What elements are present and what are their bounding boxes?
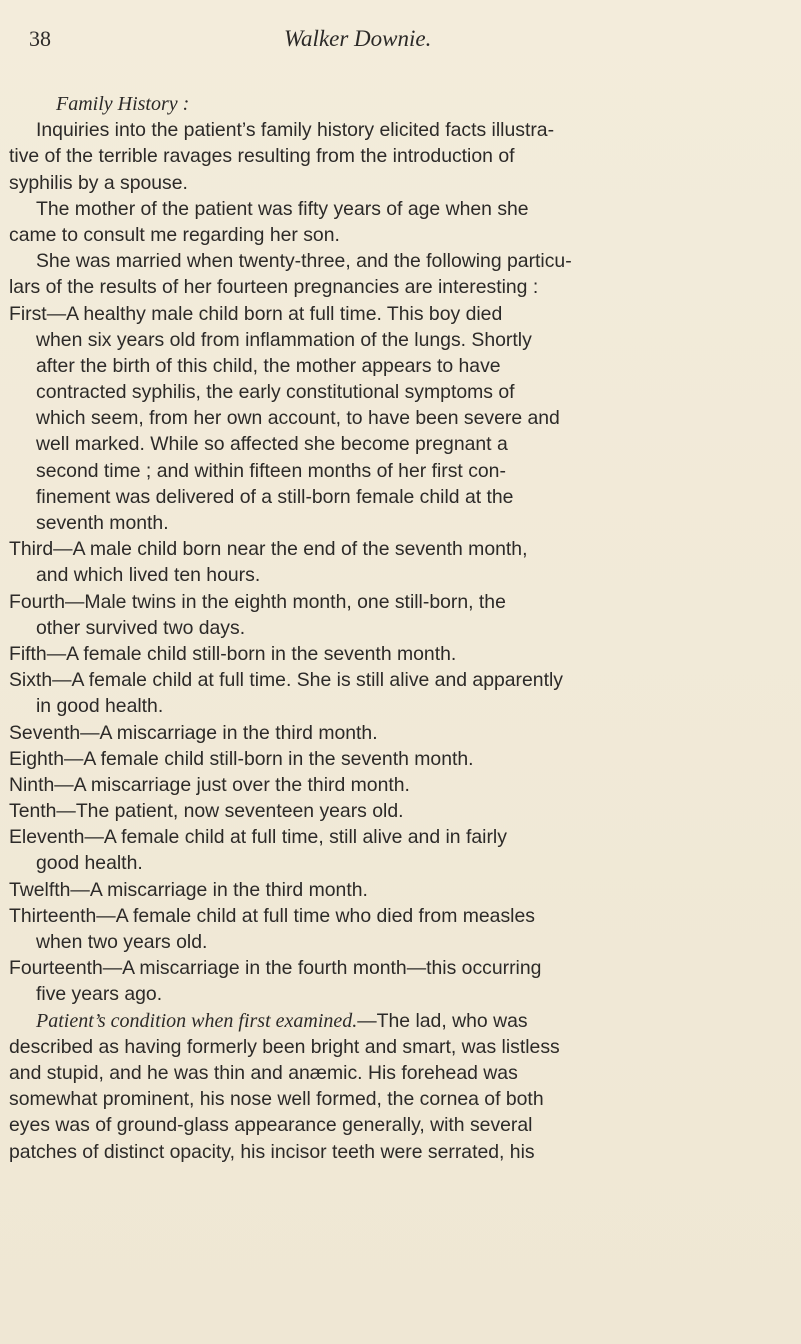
- text-line: came to consult me regarding her son.: [9, 223, 340, 246]
- text-line: lars of the results of her fourteen pregnancies are interesting :: [9, 276, 539, 299]
- text-run: —The lad, who was: [357, 1009, 528, 1032]
- text-line: Ninth—A miscarriage just over the third month.: [9, 773, 410, 796]
- patient-condition-paragraph: [9, 1008, 746, 1165]
- text-line: second time ; and within fifteen months of her first con-: [36, 459, 506, 482]
- pregnancy-item: [9, 746, 746, 772]
- text-line: which seem, from her own account, to have been severe and: [36, 407, 560, 430]
- pregnancy-item: [9, 955, 746, 1007]
- intro-paragraph: [9, 117, 746, 196]
- running-head: Walker Downie.: [284, 26, 432, 51]
- text-line: Sixth—A female child at full time. She is still alive and apparently: [9, 669, 563, 692]
- text-line: eyes was of ground-glass appearance generally, with several: [9, 1114, 533, 1137]
- pregnancy-item: [9, 772, 746, 798]
- text-line: and stupid, and he was thin and anæmic. His forehead was: [9, 1061, 518, 1084]
- pregnancy-item: [9, 641, 746, 667]
- text-line: [36, 1008, 746, 1034]
- text-line: good health.: [36, 852, 143, 875]
- text-line: finement was delivered of a still-born female child at the: [36, 485, 514, 508]
- page-number: 38: [29, 26, 51, 51]
- text-line: Thirteenth—A female child at full time who died from measles: [9, 904, 535, 927]
- mother-paragraph: [9, 196, 746, 248]
- text-line: other survived two days.: [36, 616, 246, 639]
- text-line: Third—A male child born near the end of the seventh month,: [9, 538, 528, 561]
- text-line: She was married when twenty-three, and the following particu-: [36, 250, 572, 273]
- pregnancy-item: [9, 824, 746, 876]
- text-line: somewhat prominent, his nose well formed, the cornea of both: [9, 1088, 544, 1111]
- section-heading-patient-condition: Patient’s condition when first examined.: [36, 1009, 358, 1032]
- text-line: Twelfth—A miscarriage in the third month.: [9, 878, 368, 901]
- pregnancy-item: [9, 589, 746, 641]
- text-line: when two years old.: [36, 931, 208, 953]
- married-paragraph: [9, 248, 746, 300]
- pregnancy-item: [9, 536, 746, 588]
- text-line: First—A healthy male child born at full time. This boy died: [9, 302, 503, 325]
- pregnancy-item: [9, 301, 746, 537]
- pregnancy-item: [9, 667, 746, 719]
- section-heading-family-history: Family History :: [56, 93, 190, 115]
- pregnancy-item: [9, 903, 746, 955]
- text-line: in good health.: [36, 695, 164, 718]
- text-line: Fifth—A female child still-born in the seventh month.: [9, 642, 457, 665]
- text-line: after the birth of this child, the mother appears to have: [36, 354, 501, 377]
- text-line: Fourteenth—A miscarriage in the fourth month—this occurring: [9, 957, 542, 980]
- text-line: tive of the terrible ravages resulting from the introduction of: [9, 145, 515, 168]
- pregnancy-item: [9, 877, 746, 903]
- text-line: Tenth—The patient, now seventeen years old.: [9, 800, 404, 823]
- pregnancy-list: [9, 301, 746, 1008]
- text-line: seventh month.: [36, 512, 169, 534]
- text-line: and which lived ten hours.: [36, 564, 261, 587]
- text-line: five years ago.: [36, 983, 163, 1006]
- text-line: patches of distinct opacity, his incisor teeth were serrated, his: [9, 1140, 535, 1163]
- text-line: when six years old from inflammation of the lungs. Shortly: [36, 328, 532, 351]
- text-line: Eighth—A female child still-born in the seventh month.: [9, 747, 474, 770]
- pregnancy-item: [9, 720, 746, 746]
- text-line: contracted syphilis, the early constitutional symptoms of: [36, 381, 515, 404]
- text-line: The mother of the patient was fifty years of age when she: [36, 197, 529, 220]
- body-text: [9, 91, 746, 1165]
- text-line: well marked. While so affected she become pregnant a: [36, 433, 508, 456]
- pregnancy-item: [9, 798, 746, 824]
- page-header: [29, 26, 769, 62]
- text-line: described as having formerly been bright and smart, was listless: [9, 1035, 560, 1058]
- text-line: Eleventh—A female child at full time, still alive and in fairly: [9, 826, 507, 849]
- text-line: Seventh—A miscarriage in the third month.: [9, 721, 378, 744]
- text-line: Fourth—Male twins in the eighth month, one still-born, the: [9, 590, 506, 613]
- text-line: syphilis by a spouse.: [9, 171, 188, 194]
- text-line: Inquiries into the patient’s family history elicited facts illustra-: [36, 119, 555, 142]
